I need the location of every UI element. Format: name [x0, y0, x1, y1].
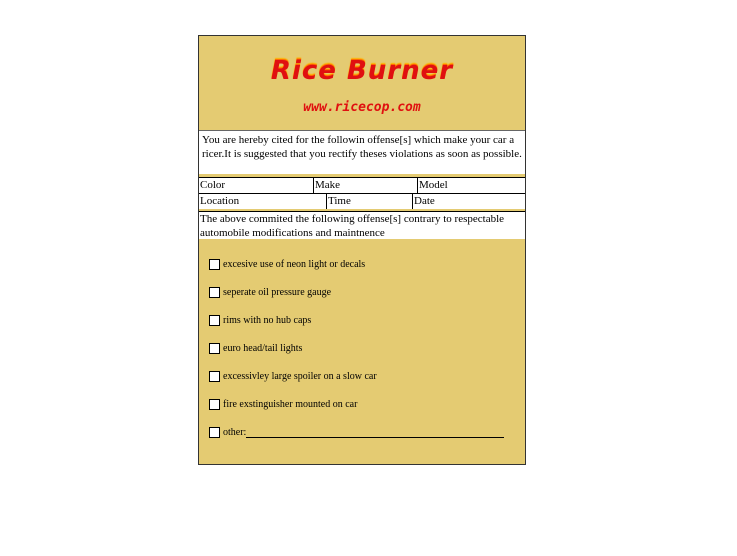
- offense-checkbox[interactable]: [209, 315, 220, 326]
- offense-item: [209, 278, 519, 306]
- citation-notice: You are hereby cited for the followin offense[s] which make your car a ricer.It is suggested that you rectify theses violations as soon as possible.: [199, 130, 525, 174]
- offense-item: [209, 362, 519, 390]
- offense-list: [209, 250, 519, 446]
- commit-statement: The above commited the following offense[s] contrary to respectable automobile modifications and maintnence: [199, 211, 525, 239]
- field-date: Date: [412, 194, 525, 209]
- title: Rice Burner: [270, 56, 454, 86]
- field-make: Make: [313, 178, 417, 193]
- fields-row-vehicle: [199, 177, 525, 193]
- fields-row-event: [199, 193, 525, 209]
- offense-label: excesive use of neon light or decals: [223, 258, 366, 270]
- offense-label: other:: [223, 426, 247, 438]
- offense-checkbox[interactable]: [209, 287, 220, 298]
- field-color: Color: [200, 179, 226, 191]
- offense-item: [209, 306, 519, 334]
- offense-label: excessivley large spoiler on a slow car: [223, 370, 377, 382]
- offense-checkbox[interactable]: [209, 371, 220, 382]
- offense-checkbox[interactable]: [209, 259, 220, 270]
- offense-item: [209, 250, 519, 278]
- offense-item-other: [209, 418, 519, 446]
- offense-item: [209, 334, 519, 362]
- field-model: Model: [417, 178, 525, 193]
- offense-label: seperate oil pressure gauge: [223, 286, 332, 298]
- citation-card: [198, 35, 526, 465]
- offense-label: fire exstinguisher mounted on car: [223, 398, 358, 410]
- offense-label: euro head/tail lights: [223, 342, 303, 354]
- field-location: Location: [200, 195, 240, 207]
- offense-checkbox[interactable]: [209, 427, 220, 438]
- offense-checkbox[interactable]: [209, 399, 220, 410]
- info-fields: [199, 177, 525, 209]
- website-link[interactable]: www.ricecop.com: [303, 100, 421, 115]
- other-blank-line[interactable]: [246, 427, 504, 438]
- offense-item: [209, 390, 519, 418]
- offense-label: rims with no hub caps: [223, 314, 312, 326]
- field-time: Time: [326, 194, 412, 209]
- offense-checkbox[interactable]: [209, 343, 220, 354]
